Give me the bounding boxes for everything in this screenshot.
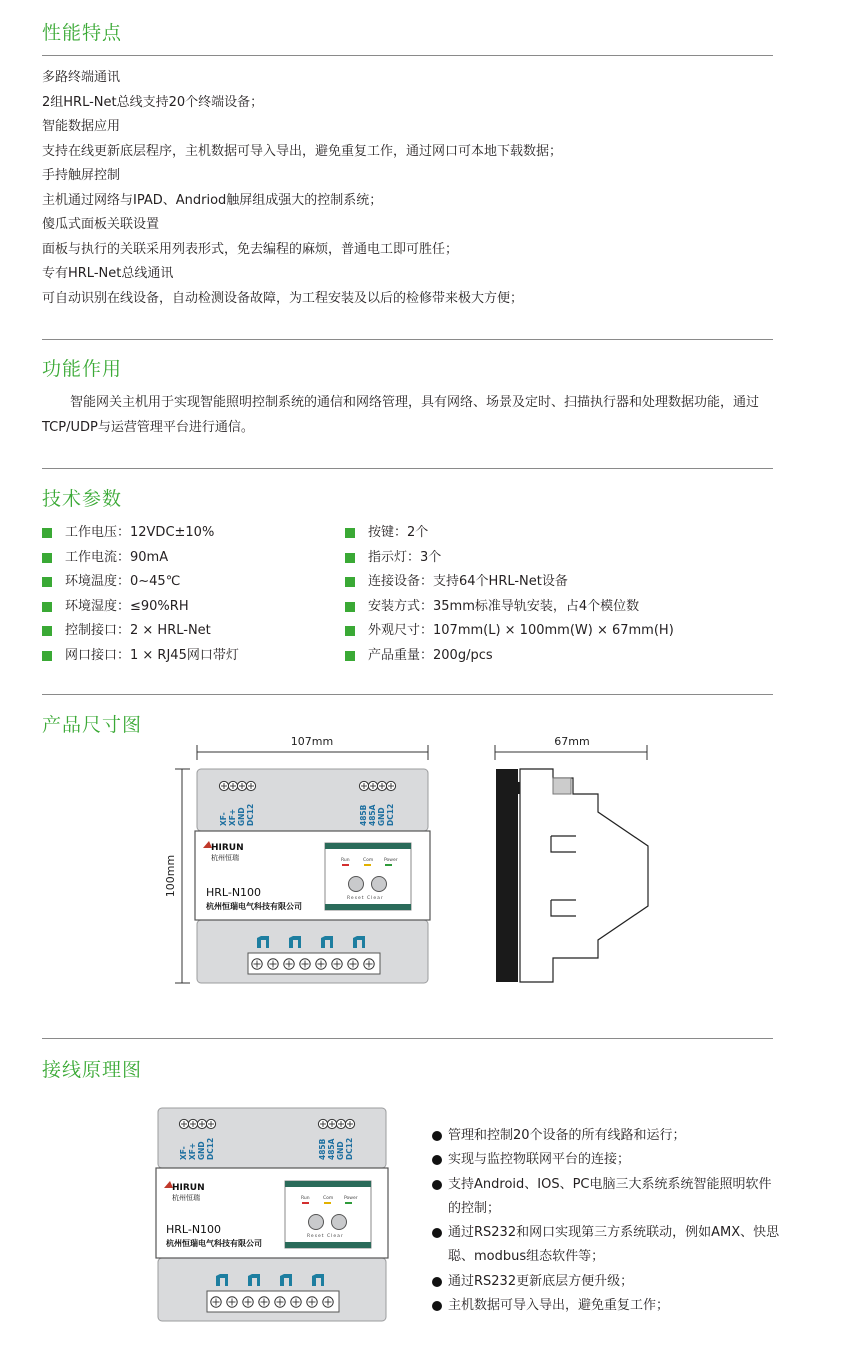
terminal-label: DC12	[206, 1137, 215, 1160]
led-label: Power	[384, 858, 398, 863]
terminal-label: XF+	[188, 1142, 197, 1160]
terminal-label: DC12	[386, 803, 395, 826]
bullet-dot-icon	[432, 1180, 442, 1190]
spec-item: 指示灯：3个	[345, 546, 674, 571]
terminal-label: DC12	[345, 1137, 354, 1160]
feature-line: 可自动识别在线设备，自动检测设备故障，为工程安装及以后的检修带来极大方便；	[42, 290, 524, 306]
list-item: 通过RS232更新底层方便升级；	[432, 1270, 798, 1294]
bullet-dot-icon	[432, 1228, 442, 1238]
list-item: 主机数据可导入导出，避免重复工作；	[432, 1294, 798, 1318]
led-label: Com	[363, 858, 374, 863]
spec-item: 控制接口：2 × HRL-Net	[42, 619, 239, 644]
terminal-label: XF+	[228, 808, 237, 826]
bullet-dot-icon	[432, 1155, 442, 1165]
brand-cn: 杭州恒瑞	[211, 854, 239, 862]
led-icon	[324, 1202, 331, 1204]
device-front-view	[195, 769, 430, 983]
spec-item: 安装方式：35mm标准导轨安装，占4个模位数	[345, 595, 674, 620]
divider	[42, 1038, 773, 1039]
reset-button-icon	[349, 877, 364, 892]
wiring-bullet-list	[432, 1124, 798, 1318]
company-label: 杭州恒瑞电气科技有限公司	[206, 902, 302, 911]
terminal-label: DC12	[246, 803, 255, 826]
terminal-label: 485A	[327, 1138, 336, 1160]
terminal-label: GND	[197, 1141, 206, 1160]
height-label: 100mm	[164, 854, 177, 898]
width-label: 107mm	[290, 735, 334, 748]
model-label: HRL-N100	[166, 1223, 222, 1236]
feature-line: 手持触屏控制	[42, 168, 121, 183]
led-label: Com	[323, 1196, 334, 1201]
spec-item: 连接设备：支持64个HRL-Net设备	[345, 570, 674, 595]
feature-line: 傻瓜式面板关联设置	[42, 217, 160, 232]
spec-item: 外观尺寸：107mm(L) × 100mm(W) × 67mm(H)	[345, 619, 674, 644]
height-dimension	[175, 769, 190, 983]
terminal-label: XF-	[179, 1146, 188, 1160]
brand-cn: 杭州恒瑞	[172, 1194, 200, 1202]
bullet-dot-icon	[432, 1301, 442, 1311]
spec-item: 工作电压：12VDC±10%	[42, 521, 239, 546]
terminal-label: GND	[336, 1141, 345, 1160]
list-item: 通过RS232和网口实现第三方系统联动，例如AMX、快思聪、modbus组态软件等；	[432, 1221, 798, 1270]
wiring-title: 接线原理图	[42, 1059, 143, 1081]
spec-item: 产品重量：200g/pcs	[345, 644, 674, 669]
terminal-label: XF-	[219, 812, 228, 826]
led-icon	[302, 1202, 309, 1204]
led-label: Run	[341, 858, 350, 863]
terminal-label: 485B	[318, 1138, 327, 1160]
depth-label: 67mm	[554, 735, 590, 748]
feature-line: 支持在线更新底层程序，主机数据可导入导出，避免重复工作，通过网口可本地下载数据；	[42, 143, 563, 159]
device-side-view	[496, 769, 648, 982]
button-labels: Reset Clear	[347, 896, 384, 901]
led-icon	[364, 864, 371, 866]
terminal-label: 485B	[359, 804, 368, 826]
company-label: 杭州恒瑞电气科技有限公司	[166, 1239, 262, 1248]
spec-item: 环境温度：0~45℃	[42, 570, 239, 595]
reset-button-icon	[309, 1215, 324, 1230]
function-text: 智能网关主机用于实现智能照明控制系统的通信和网络管理，具有网络、场景及定时、扫描执行器和处理数据功能，通过TCP/UDP与运营管理平台进行通信。	[42, 395, 760, 435]
led-label: Power	[344, 1196, 358, 1201]
spec-item: 环境湿度：≤90%RH	[42, 595, 239, 620]
features-title: 性能特点	[42, 22, 123, 44]
dimensions-title: 产品尺寸图	[42, 714, 143, 736]
terminal-label: GND	[377, 807, 386, 826]
bullet-dot-icon	[432, 1277, 442, 1287]
feature-line: 主机通过网络与IPAD、Andriod触屏组成强大的控制系统；	[42, 192, 383, 208]
feature-line: 多路终端通讯	[42, 70, 121, 85]
led-icon	[342, 864, 349, 866]
list-item: 支持Android、IOS、PC电脑三大系统系统智能照明软件的控制；	[432, 1173, 778, 1222]
feature-line: 专有HRL-Net总线通讯	[42, 266, 174, 281]
clear-button-icon	[332, 1215, 347, 1230]
led-icon	[385, 864, 392, 866]
spec-item: 工作电流：90mA	[42, 546, 239, 571]
list-item: 实现与监控物联网平台的连接；	[432, 1148, 798, 1172]
brand-logo: HIRUN	[172, 1183, 205, 1193]
model-label: HRL-N100	[206, 886, 262, 899]
device-wiring-view	[156, 1108, 388, 1321]
feature-line: 智能数据应用	[42, 119, 121, 134]
button-labels: Reset Clear	[307, 1234, 344, 1239]
function-title: 功能作用	[42, 358, 123, 380]
feature-line: 2组HRL-Net总线支持20个终端设备；	[42, 94, 264, 110]
led-icon	[345, 1202, 352, 1204]
list-item: 管理和控制20个设备的所有线路和运行；	[432, 1124, 798, 1148]
led-label: Run	[301, 1196, 310, 1201]
specs-title: 技术参数	[42, 488, 123, 510]
terminal-label: 485A	[368, 804, 377, 826]
spec-item: 网口接口：1 × RJ45网口带灯	[42, 644, 239, 669]
feature-line: 面板与执行的关联采用列表形式，免去编程的麻烦，普通电工即可胜任；	[42, 241, 459, 257]
bullet-dot-icon	[432, 1131, 442, 1141]
brand-logo: HIRUN	[211, 843, 244, 853]
clear-button-icon	[372, 877, 387, 892]
spec-item: 按键：2个	[345, 521, 674, 546]
terminal-label: GND	[237, 807, 246, 826]
